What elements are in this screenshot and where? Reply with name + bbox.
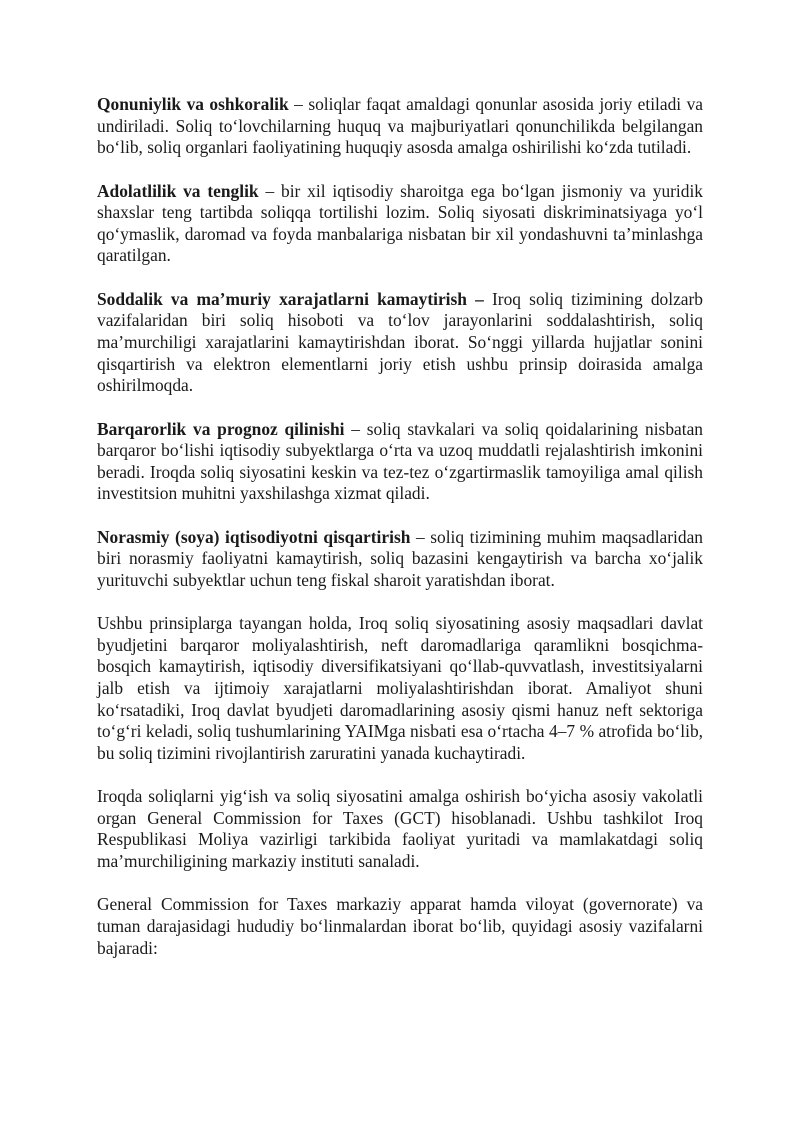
paragraph-text: – soliq stavkalari va soliq qoidalarining nisbatan barqaror bo‘lishi iqtisodiy subyektlarga o‘rta va uzoq muddatli rejalashtirish imkonini beradi. Iroqda soliq siyosatini keskin va tez-tez o‘zgartirmaslik tamoyiliga amal qilish investitsion muhitni yaxshilashga xizmat qiladi. bbox=[97, 418, 703, 504]
paragraph-text: General Commission for Taxes markaziy apparat hamda viloyat (governorate) va tuman darajasidagi hududiy bo‘linmalardan iborat bo‘lib, quyidagi asosiy vazifalarni bajaradi: bbox=[97, 894, 703, 958]
paragraph-term: Qonuniylik va oshkoralik bbox=[97, 94, 289, 114]
paragraph-term: Barqarorlik va prognoz qilinishi bbox=[97, 418, 345, 439]
paragraph-term: Norasmiy (soya) iqtisodiyotni qisqartirish bbox=[97, 526, 411, 547]
paragraph-fairness-equality bbox=[97, 181, 703, 267]
paragraph-text: – bir xil iqtisodiy sharoitga ega bo‘lgan jismoniy va yuridik shaxslar teng tartibda soliqqa tortilishi lozim. Soliq siyosati diskriminatsiyaga yo‘l qo‘ymaslik, daromad va foyda manbalariga nisbatan bir xil yondashuvni ta’minlashga qaratilgan. bbox=[97, 180, 703, 266]
paragraph-text: – soliqlar faqat amaldagi qonunlar asosida joriy etiladi va undiriladi. Soliq to‘lovchilarning huquq va majburiyatlari qonunchilikda belgilangan bo‘lib, soliq organlari faoliyatining huquqiy asosda amalga oshirilishi ko‘zda tutiladi. bbox=[97, 94, 704, 158]
paragraph-term: Adolatlilik va tenglik bbox=[97, 180, 259, 201]
paragraph-gct-structure bbox=[97, 894, 703, 959]
paragraph-legality-transparency bbox=[97, 94, 703, 159]
paragraph-text: Iroqda soliqlarni yig‘ish va soliq siyosatini amalga oshirish bo‘yicha asosiy vakolatli organ General Commission for Taxes (GCT) hisoblanadi. Ushbu tashkilot Iroq Respublikasi Moliya vazirligi tarkibida faoliyat yuritadi va mamlakatdagi soliq ma’murchiligining markaziy instituti sanaladi. bbox=[97, 786, 703, 871]
paragraph-gct-authority bbox=[97, 786, 703, 872]
paragraph-shadow-economy bbox=[97, 527, 703, 592]
paragraph-simplicity-costs bbox=[97, 289, 703, 397]
document-page bbox=[97, 94, 703, 981]
paragraph-stability-predictability bbox=[97, 419, 703, 505]
paragraph-term: Soddalik va ma’muriy xarajatlarni kamaytirish – bbox=[97, 288, 484, 309]
paragraph-text: – soliq tizimining muhim maqsadlaridan biri norasmiy faoliyatni kamaytirish, soliq bazasini kengaytirish va barcha xo‘jalik yurituvchi subyektlar uchun teng fiskal sharoit yaratishdan iborat. bbox=[97, 526, 703, 590]
paragraph-text: Iroq soliq tizimining dolzarb vazifalaridan biri soliq hisoboti va to‘lov jarayonlarini soddalashtirish, soliq ma’murchiligi xarajatlarini kamaytirishdan iborat. So‘nggi yillarda hujjatlar sonini qisqartirish va elektron elementlarni joriy etish ushbu prinsip doirasida amalga oshirilmoqda. bbox=[97, 288, 703, 396]
paragraph-text: Ushbu prinsiplarga tayangan holda, Iroq soliq siyosatining asosiy maqsadlari davlat byudjetini barqaror moliyalashtirish, neft daromadlariga qaramlikni bosqichma-bosqich kamaytirish, iqtisodiy diversifikatsiyani qo‘llab-quvvatlash, investitsiyalarni jalb etish va ijtimoiy xarajatlarni moliyalashtirishdan iborat. Amaliyot shuni ko‘rsatadiki, Iroq davlat byudjeti daromadlarining asosiy qismi hanuz neft sektoriga to‘g‘ri keladi, soliq tushumlarining YAIMga nisbati esa o‘rtacha 4–7 % atrofida bo‘lib, bu soliq tizimini rivojlantirish zaruratini yanada kuchaytiradi. bbox=[97, 613, 703, 763]
paragraph-policy-goals bbox=[97, 613, 703, 764]
